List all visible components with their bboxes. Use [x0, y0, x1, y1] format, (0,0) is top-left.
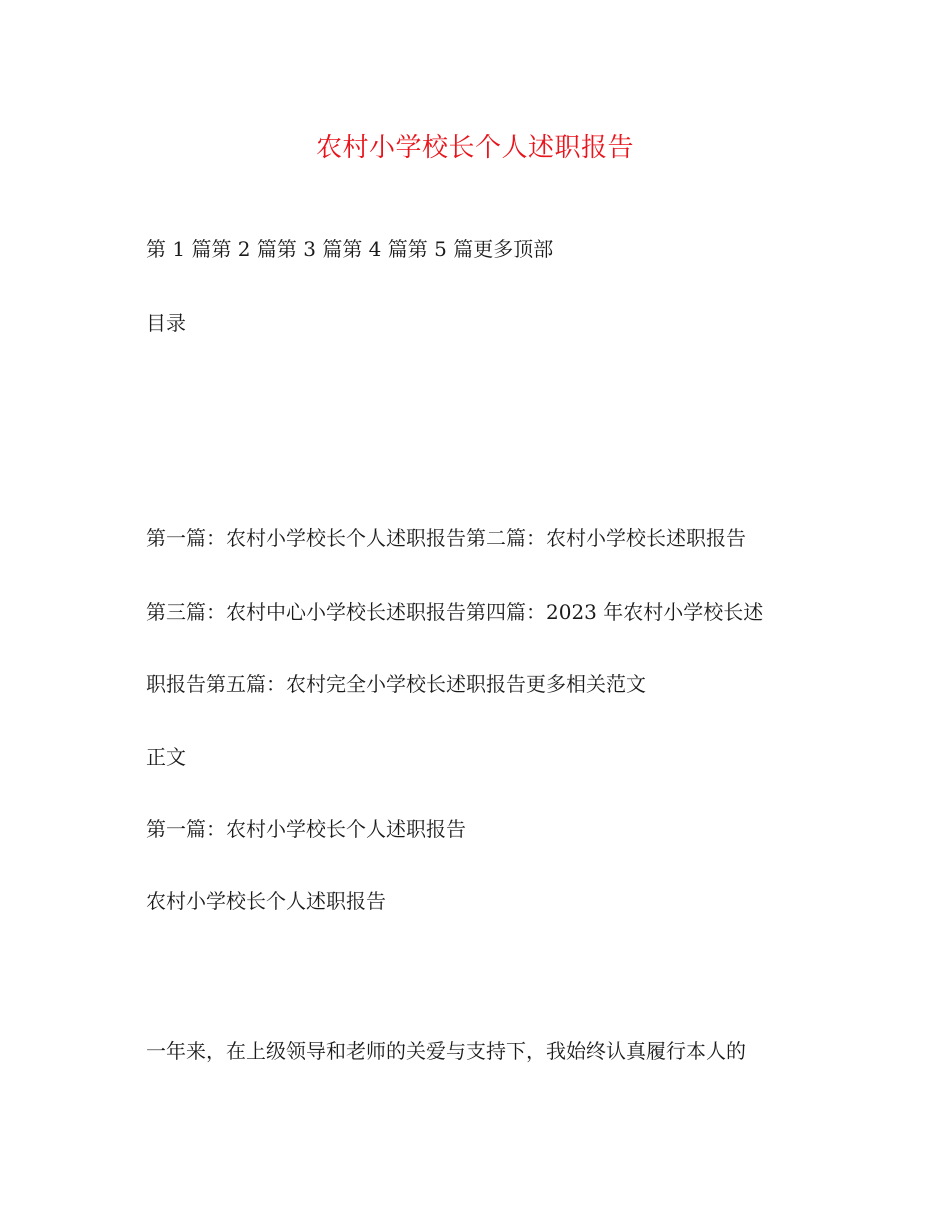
chapter-subtitle: 农村小学校长个人述职报告 — [146, 889, 386, 913]
toc-line-3: 职报告第五篇：农村完全小学校长述职报告更多相关范文 — [146, 672, 646, 696]
toc-line-1: 第一篇：农村小学校长个人述职报告第二篇：农村小学校长述职报告 — [146, 526, 746, 550]
body-paragraph: 一年来，在上级领导和老师的关爱与支持下，我始终认真履行本人的 — [146, 1039, 746, 1063]
toc-heading: 目录 — [146, 311, 186, 335]
body-heading: 正文 — [146, 745, 186, 769]
chapter-heading: 第一篇：农村小学校长个人述职报告 — [146, 817, 466, 841]
chapter-navigation-line: 第 1 篇第 2 篇第 3 篇第 4 篇第 5 篇更多顶部 — [146, 237, 554, 261]
toc-line-2: 第三篇：农村中心小学校长述职报告第四篇：2023 年农村小学校长述 — [146, 600, 764, 624]
document-title: 农村小学校长个人述职报告 — [315, 133, 634, 163]
